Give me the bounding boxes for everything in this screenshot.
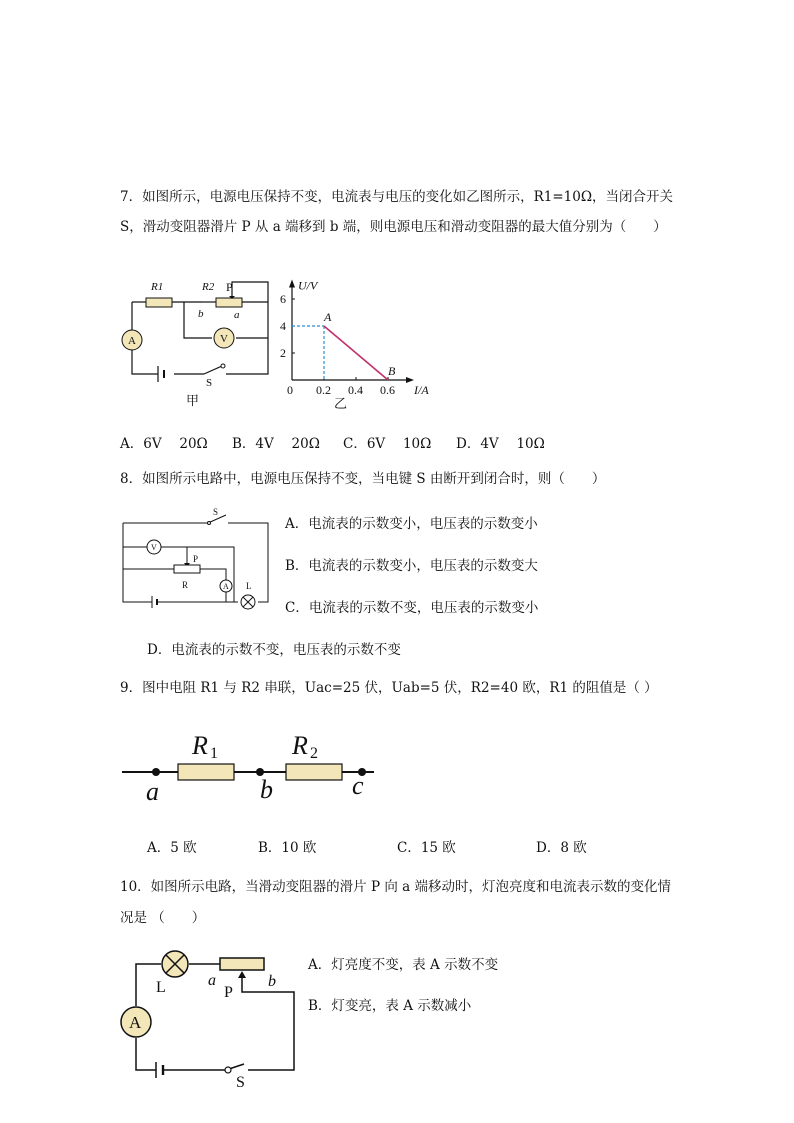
svg-text:R: R xyxy=(182,580,189,590)
x-tick-label: 0.4 xyxy=(348,383,363,397)
svg-text:S: S xyxy=(206,377,213,389)
r2-resistor xyxy=(286,764,342,780)
svg-text:a: a xyxy=(146,777,159,806)
svg-text:A: A xyxy=(129,1013,142,1032)
q7-stem-line1: 7．如图所示，电源电压保持不变，电流表与电压的变化如乙图所示，R1=10Ω，当闭合开关 xyxy=(120,189,674,205)
q8-stem: 8．如图所示电路中，电源电压保持不变，当电键 S 由断开到闭合时，则（ ） xyxy=(120,471,606,487)
q8-option-d[interactable]: D．电流表的示数不变，电压表的示数不变 xyxy=(147,642,401,658)
q8-circuit-diagram xyxy=(118,505,276,607)
point-label-A: A xyxy=(324,310,332,324)
q10-option-b[interactable]: B．灯变亮，表 A 示数减小 xyxy=(308,998,472,1014)
q10-stem-line1: 10．如图所示电路，当滑动变阻器的滑片 P 向 a 端移动时，灯泡亮度和电流表示数的变化情 xyxy=(120,879,671,895)
q7-stem-line2: S，滑动变阻器滑片 P 从 a 端移到 b 端，则电源电压和滑动变阻器的最大值分别为（ ） xyxy=(120,219,667,235)
y-tick-label: 2 xyxy=(280,346,286,360)
x-tick-label: 0.2 xyxy=(316,383,331,397)
y-axis-arrow xyxy=(289,280,295,288)
svg-text:P: P xyxy=(224,984,233,1001)
r2-rheostat xyxy=(216,298,242,307)
x-tick-label: 0.6 xyxy=(380,383,395,397)
q9-stem: 9．图中电阻 R1 与 R2 串联，Uac=25 伏，Uab=5 伏，R2=40 欧，R1 的阻值是（ ） xyxy=(120,680,658,696)
rheostat xyxy=(220,958,264,970)
svg-text:L: L xyxy=(156,979,166,996)
svg-text:R2: R2 xyxy=(202,281,215,293)
svg-text:R: R xyxy=(292,731,308,760)
svg-text:a: a xyxy=(208,972,216,989)
q9-option-b[interactable]: B．10 欧 xyxy=(258,840,317,856)
q8-option-b[interactable]: B．电流表的示数变小，电压表的示数变大 xyxy=(285,558,538,574)
svg-text:V: V xyxy=(220,333,228,345)
q10-stem-line2: 况是 （ ） xyxy=(120,910,206,926)
svg-text:P: P xyxy=(193,554,199,564)
svg-text:甲: 甲 xyxy=(186,393,200,408)
q7-option-a[interactable]: A．6V 20Ω xyxy=(120,436,208,452)
point-label-B: B xyxy=(388,364,396,378)
svg-text:1: 1 xyxy=(210,745,218,762)
q7-graph xyxy=(276,258,429,411)
q9-option-d[interactable]: D．8 欧 xyxy=(536,840,587,856)
series-line xyxy=(324,326,388,380)
svg-text:R: R xyxy=(192,731,208,760)
x-tick-label: 0 xyxy=(287,383,293,397)
r1-resistor xyxy=(178,764,234,780)
svg-text:c: c xyxy=(352,771,364,800)
q10-option-a[interactable]: A．灯亮度不变，表 A 示数不变 xyxy=(308,957,499,973)
q7-option-d[interactable]: D．4V 10Ω xyxy=(456,436,545,452)
svg-text:2: 2 xyxy=(310,745,318,762)
q8-option-c[interactable]: C．电流表的示数不变，电压表的示数变小 xyxy=(285,600,539,616)
y-tick-label: 4 xyxy=(280,319,286,333)
svg-text:R1: R1 xyxy=(151,281,164,293)
x-axis-arrow xyxy=(406,377,414,383)
y-axis-label: U/V xyxy=(298,278,318,293)
r1-resistor xyxy=(146,298,172,307)
svg-text:a: a xyxy=(234,309,240,321)
y-tick-label: 6 xyxy=(280,292,286,306)
q7-option-c[interactable]: C．6V 10Ω xyxy=(343,436,432,452)
svg-text:b: b xyxy=(268,973,276,990)
q9-option-a[interactable]: A．5 欧 xyxy=(147,840,197,856)
svg-text:b: b xyxy=(198,308,204,320)
x-axis-label: I/A xyxy=(414,383,429,397)
q9-option-c[interactable]: C．15 欧 xyxy=(397,840,456,856)
svg-text:P: P xyxy=(226,280,233,294)
svg-text:A: A xyxy=(223,582,229,591)
q8-option-a[interactable]: A．电流表的示数变小，电压表的示数变小 xyxy=(285,516,538,532)
svg-text:A: A xyxy=(128,335,136,347)
node-a xyxy=(152,768,160,776)
q7-option-b[interactable]: B．4V 20Ω xyxy=(232,436,320,452)
rheostat xyxy=(174,565,200,573)
q10-circuit-diagram xyxy=(118,944,303,1094)
graph-caption: 乙 xyxy=(334,396,348,411)
svg-text:b: b xyxy=(260,775,273,804)
svg-text:S: S xyxy=(213,507,219,517)
svg-text:V: V xyxy=(151,543,157,552)
q7-circuit-diagram xyxy=(118,262,278,410)
q9-series-diagram xyxy=(120,724,380,806)
svg-text:L: L xyxy=(246,581,252,591)
svg-text:S: S xyxy=(236,1074,245,1091)
